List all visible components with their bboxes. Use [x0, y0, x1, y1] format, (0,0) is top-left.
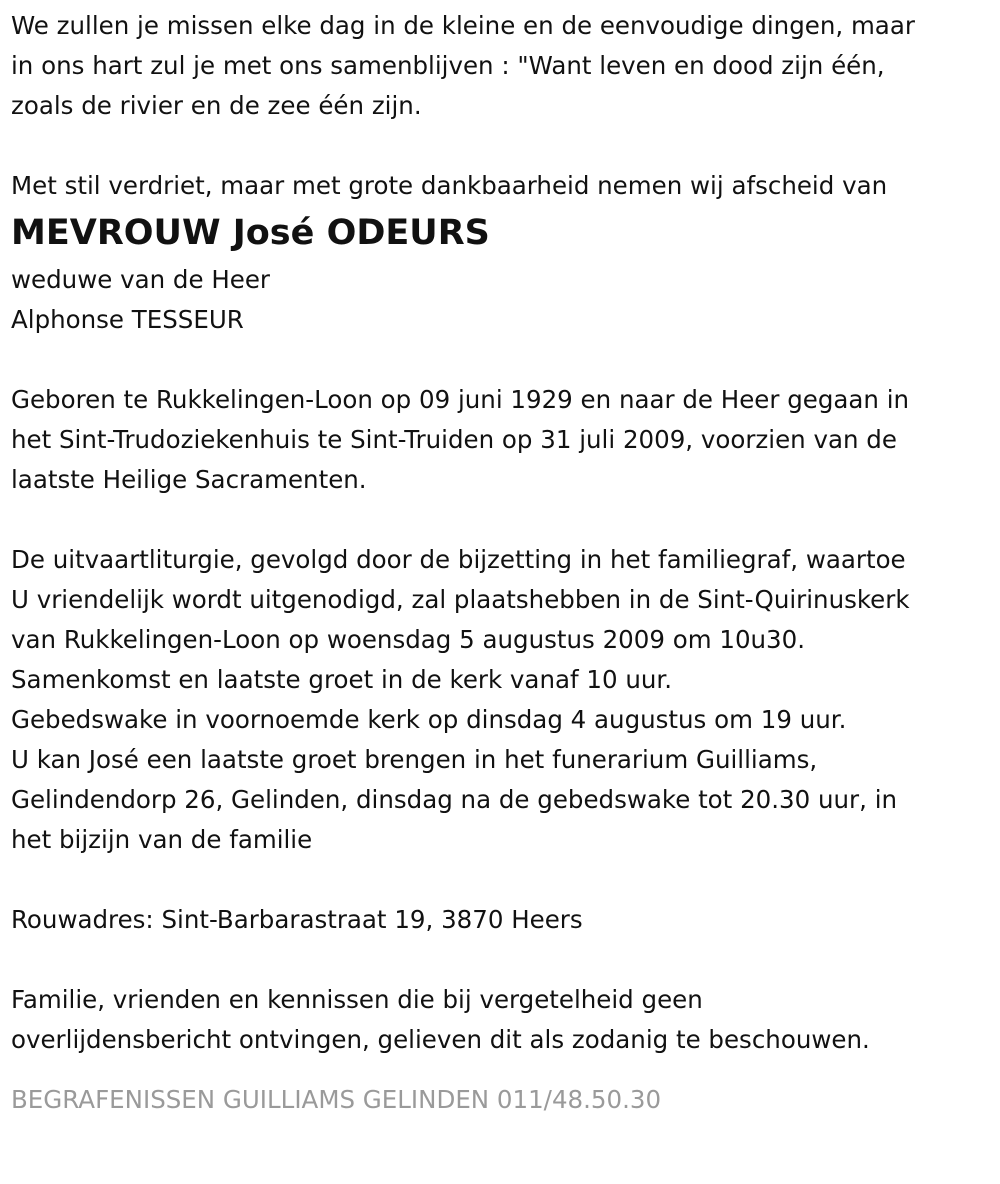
intro-line: We zullen je missen elke dag in de kleine en de eenvoudige dingen, maar — [11, 11, 915, 40]
mourning-address: Rouwadres: Sint-Barbarastraat 19, 3870 Heers — [11, 905, 583, 934]
funeral-home-footer: BEGRAFENISSEN GUILLIAMS GELINDEN 011/48.50.30 — [11, 1085, 662, 1114]
spouse-line: Alphonse TESSEUR — [11, 305, 244, 334]
notice-line: overlijdensbericht ontvingen, gelieven dit als zodanig te beschouwen. — [11, 1025, 870, 1054]
intro-line: in ons hart zul je met ons samenblijven : "Want leven en dood zijn één, — [11, 51, 885, 80]
funeral-line: U kan José een laatste groet brengen in het funerarium Guilliams, — [11, 745, 818, 774]
birth-death-line: laatste Heilige Sacramenten. — [11, 465, 367, 494]
funeral-line: van Rukkelingen-Loon op woensdag 5 augustus 2009 om 10u30. — [11, 625, 806, 654]
funeral-line: Gebedswake in voornoemde kerk op dinsdag 4 augustus om 19 uur. — [11, 705, 847, 734]
spacer — [11, 126, 990, 166]
deceased-name: MEVROUW José ODEURS — [11, 213, 490, 253]
funeral-line: het bijzijn van de familie — [11, 825, 313, 854]
funeral-line: Gelindendorp 26, Gelinden, dinsdag na de gebedswake tot 20.30 uur, in — [11, 785, 898, 814]
spacer — [11, 940, 990, 980]
funeral-line: U vriendelijk wordt uitgenodigd, zal plaatshebben in de Sint-Quirinuskerk — [11, 585, 910, 614]
birth-death-paragraph — [11, 380, 990, 500]
intro-line: zoals de rivier en de zee één zijn. — [11, 91, 422, 120]
birth-death-line: Geboren te Rukkelingen-Loon op 09 juni 1929 en naar de Heer gegaan in — [11, 385, 910, 414]
notice-paragraph — [11, 980, 990, 1060]
farewell-text: Met stil verdriet, maar met grote dankbaarheid nemen wij afscheid van — [11, 171, 888, 200]
funeral-line: De uitvaartliturgie, gevolgd door de bijzetting in het familiegraf, waartoe — [11, 545, 906, 574]
spacer — [11, 860, 990, 900]
notice-line: Familie, vrienden en kennissen die bij vergetelheid geen — [11, 985, 703, 1014]
spacer — [11, 340, 990, 380]
spouse-paragraph — [11, 260, 990, 340]
funeral-line: Samenkomst en laatste groet in de kerk vanaf 10 uur. — [11, 665, 673, 694]
spacer — [11, 500, 990, 540]
intro-paragraph — [11, 6, 990, 126]
funeral-paragraph — [11, 540, 990, 860]
spouse-line: weduwe van de Heer — [11, 265, 270, 294]
birth-death-line: het Sint-Trudoziekenhuis te Sint-Truiden op 31 juli 2009, voorzien van de — [11, 425, 897, 454]
